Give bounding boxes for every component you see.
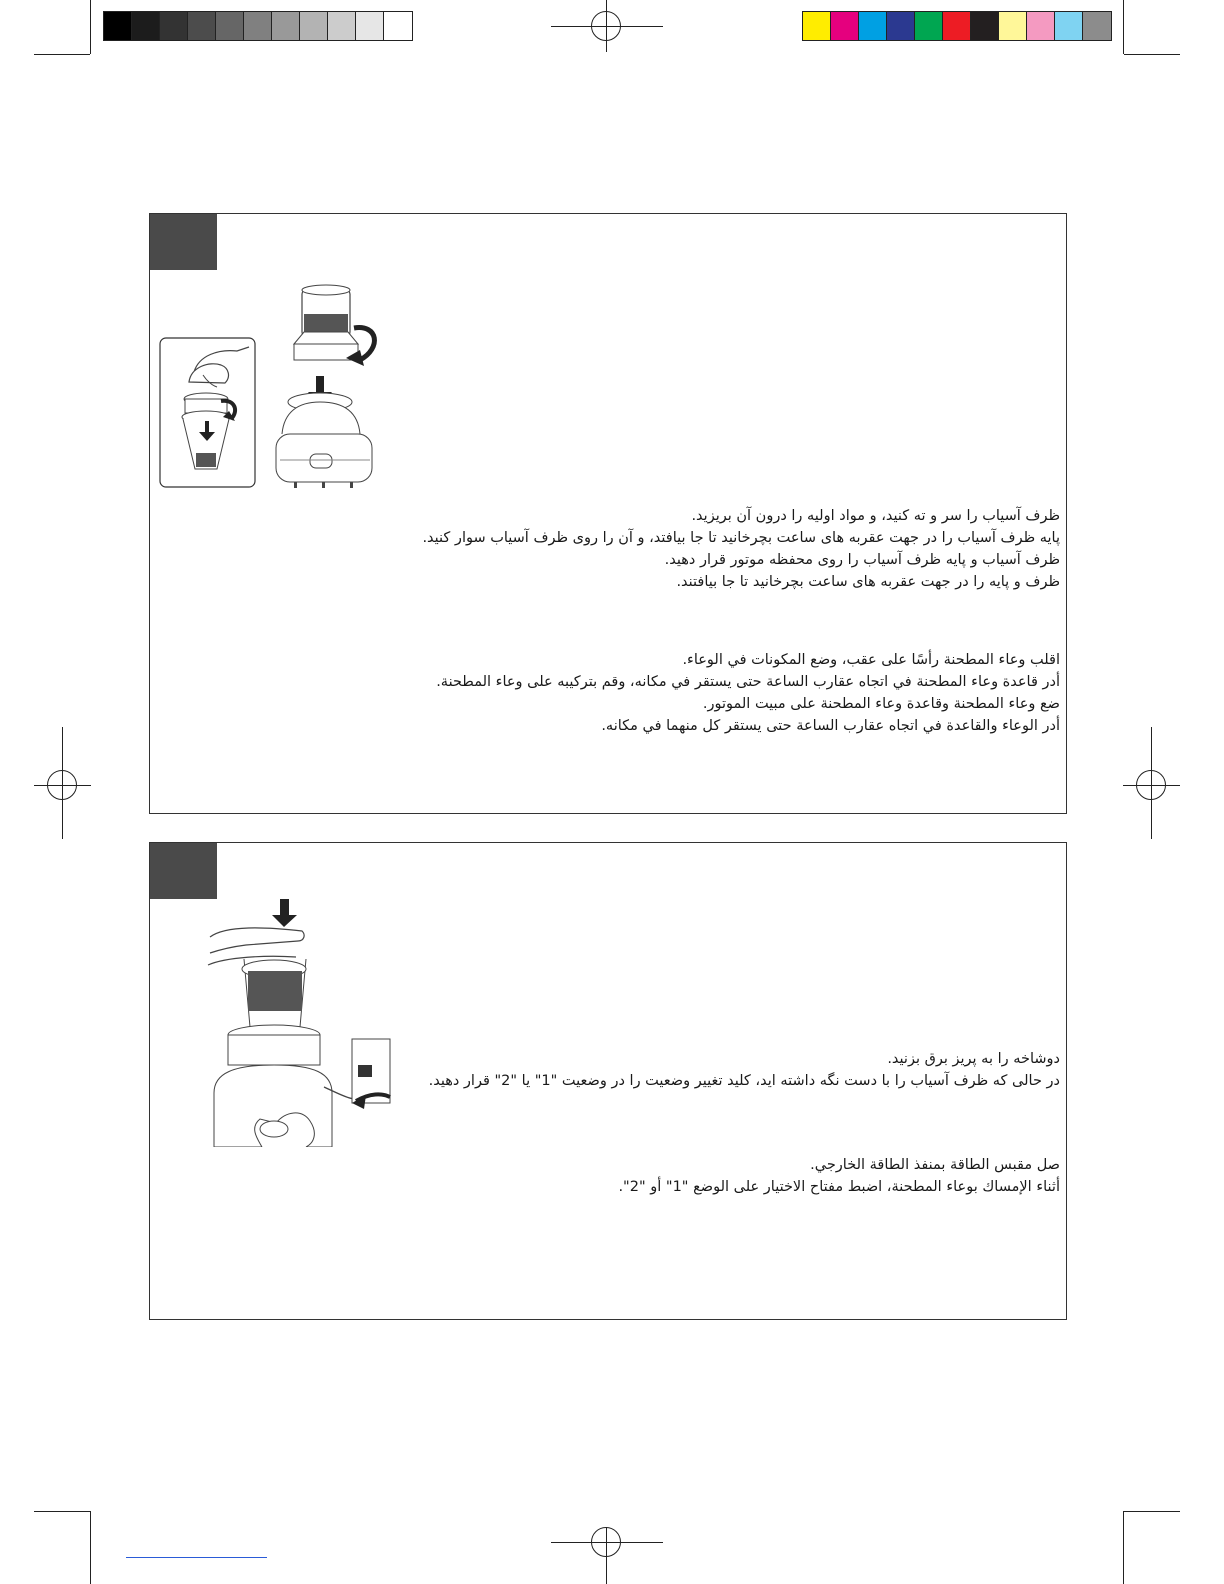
arabic-step-1: اقلب وعاء المطحنة رأسًا على عقب، وضع المكونات في الوعاء. [682, 652, 1060, 668]
color-swatch [160, 12, 188, 40]
persian-step-1: ظرف آسیاب را سر و ته کنید، و مواد اولیه را درون آن بریزید. [691, 508, 1060, 524]
crop-mark [1123, 1511, 1124, 1584]
color-swatch [1055, 12, 1083, 40]
color-swatch [244, 12, 272, 40]
crop-mark [1124, 54, 1180, 55]
color-swatch [300, 12, 328, 40]
grayscale-color-bar [103, 11, 413, 41]
persian-instructions [429, 1048, 1060, 1092]
crop-mark [1124, 1511, 1180, 1512]
color-swatch [188, 12, 216, 40]
crop-mark [1123, 0, 1124, 54]
footer-rule [126, 1557, 267, 1558]
persian-instructions [422, 505, 1060, 593]
arabic-instructions [436, 649, 1060, 737]
process-color-bar [802, 11, 1112, 41]
arabic-step-4: أدر الوعاء والقاعدة في اتجاه عقارب الساعة حتى يستقر كل منهما في مكانه. [601, 718, 1060, 734]
arabic-step-2: أثناء الإمساك بوعاء المطحنة، اضبط مفتاح الاختيار على الوضع "1" أو "2". [618, 1179, 1060, 1195]
crop-mark [34, 1511, 90, 1512]
color-swatch [1027, 12, 1055, 40]
color-swatch [887, 12, 915, 40]
color-swatch [104, 12, 132, 40]
persian-step-1: دوشاخه را به پریز برق بزنید. [887, 1051, 1060, 1067]
color-swatch [356, 12, 384, 40]
crop-mark [90, 1511, 91, 1584]
step-tab [150, 843, 217, 899]
color-swatch [272, 12, 300, 40]
color-swatch [132, 12, 160, 40]
crop-mark [90, 0, 91, 54]
color-swatch [803, 12, 831, 40]
color-swatch [915, 12, 943, 40]
persian-step-2: پایه ظرف آسیاب را در جهت عقربه های ساعت بچرخانید تا جا بیافتد، و آن را روی ظرف آسیاب سوار کنید. [422, 530, 1060, 546]
color-swatch [1083, 12, 1111, 40]
hand-press-grinder-illustration [206, 897, 392, 1147]
arabic-step-2: أدر قاعدة وعاء المطحنة في اتجاه عقارب الساعة حتى يستقر في مكانه، وقم بتركيبه على وعاء المطحنة. [436, 674, 1060, 690]
color-swatch [384, 12, 412, 40]
instruction-panel-assembly [149, 213, 1067, 814]
color-swatch [971, 12, 999, 40]
color-swatch [328, 12, 356, 40]
arabic-step-1: صل مقبس الطاقة بمنفذ الطاقة الخارجي. [810, 1157, 1060, 1173]
persian-step-3: ظرف آسیاب و پایه ظرف آسیاب را روی محفظه موتور قرار دهید. [664, 552, 1060, 568]
crop-mark [34, 54, 90, 55]
arabic-instructions [618, 1154, 1060, 1198]
persian-step-4: ظرف و پایه را در جهت عقربه های ساعت بچرخانید تا جا بیافتند. [676, 574, 1060, 590]
color-swatch [943, 12, 971, 40]
persian-step-2: در حالی که ظرف آسیاب را با دست نگه داشته اید، کلید تغییر وضعیت را در وضعیت "1" یا "2" قرار دهید. [428, 1073, 1060, 1089]
color-swatch [859, 12, 887, 40]
color-swatch [216, 12, 244, 40]
step-tab [150, 214, 217, 270]
grinder-on-motor-base-illustration [274, 284, 389, 500]
color-swatch [999, 12, 1027, 40]
hand-attach-base-illustration [159, 337, 256, 488]
arabic-step-3: ضع وعاء المطحنة وقاعدة وعاء المطحنة على مبيت الموتور. [702, 696, 1060, 712]
color-swatch [831, 12, 859, 40]
instruction-panel-operation [149, 842, 1067, 1320]
